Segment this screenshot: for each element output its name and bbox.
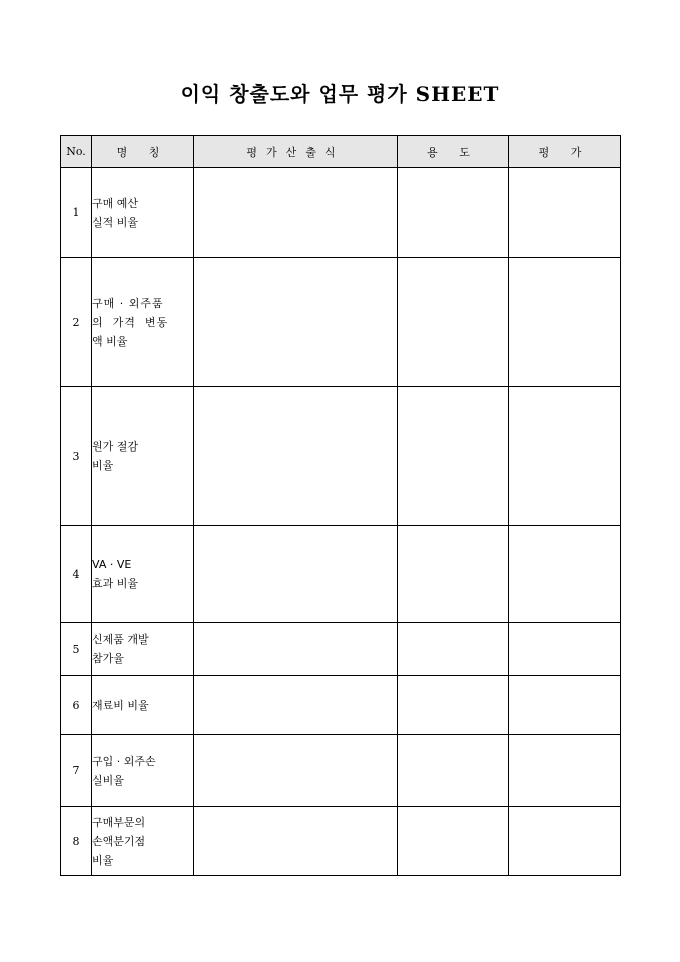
table-row xyxy=(61,623,621,676)
row-name-line: 구매 예산 xyxy=(92,196,139,210)
formula-cell[interactable] xyxy=(194,168,398,258)
formula-cell[interactable] xyxy=(194,623,398,676)
usage-cell[interactable] xyxy=(398,676,509,735)
row-number: 7 xyxy=(61,735,92,807)
formula-cell[interactable] xyxy=(194,258,398,387)
formula-cell[interactable] xyxy=(194,735,398,807)
evaluation-cell[interactable] xyxy=(509,623,621,676)
row-name-line: 구매 · 외주품 xyxy=(92,296,164,310)
header-row xyxy=(61,136,621,168)
table-row xyxy=(61,258,621,387)
evaluation-cell[interactable] xyxy=(509,258,621,387)
row-name-line: 실적 비율 xyxy=(92,215,139,229)
row-name xyxy=(92,807,194,876)
formula-cell[interactable] xyxy=(194,807,398,876)
table-row xyxy=(61,387,621,526)
evaluation-cell[interactable] xyxy=(509,807,621,876)
row-name-line: 액 비율 xyxy=(92,334,128,348)
table-row xyxy=(61,676,621,735)
row-number: 6 xyxy=(61,676,92,735)
row-name-line: 원가 절감 xyxy=(92,440,139,453)
evaluation-cell[interactable] xyxy=(509,168,621,258)
formula-cell[interactable] xyxy=(194,387,398,526)
row-name-line: 실비율 xyxy=(92,773,124,787)
row-name-line: VA · VE xyxy=(92,558,132,571)
evaluation-cell[interactable] xyxy=(509,735,621,807)
header-usage: 용 도 xyxy=(398,136,509,168)
header-evaluation: 평 가 xyxy=(509,136,621,168)
table-row xyxy=(61,735,621,807)
header-formula: 평가산출식 xyxy=(194,136,398,168)
usage-cell[interactable] xyxy=(398,387,509,526)
row-number: 1 xyxy=(61,168,92,258)
table-row xyxy=(61,807,621,876)
row-name xyxy=(92,168,194,258)
row-name-line: 구매부문의 xyxy=(92,815,146,829)
header-no: No. xyxy=(61,136,92,168)
page-title: 이익 창출도와 업무 평가 SHEET xyxy=(180,82,500,106)
row-name-line: 신제품 개발 xyxy=(92,633,149,646)
row-number: 3 xyxy=(61,387,92,526)
row-name-line: 손액분기점 xyxy=(92,834,146,848)
row-number: 2 xyxy=(61,258,92,387)
formula-cell[interactable] xyxy=(194,676,398,735)
table-row xyxy=(61,526,621,623)
row-name-line: 재료비 비율 xyxy=(92,698,149,712)
row-number: 4 xyxy=(61,526,92,623)
evaluation-cell[interactable] xyxy=(509,387,621,526)
usage-cell[interactable] xyxy=(398,168,509,258)
evaluation-table xyxy=(60,135,621,876)
row-name-line: 효과 비율 xyxy=(92,577,139,590)
row-name-line: 구입 · 외주손 xyxy=(92,754,156,768)
evaluation-cell[interactable] xyxy=(509,676,621,735)
header-name: 명 칭 xyxy=(92,136,194,168)
row-name-line: 의 가격 변동 xyxy=(92,315,169,329)
usage-cell[interactable] xyxy=(398,807,509,876)
row-name-line: 비율 xyxy=(92,853,114,867)
usage-cell[interactable] xyxy=(398,526,509,623)
row-number: 5 xyxy=(61,623,92,676)
row-name xyxy=(92,526,194,623)
table-row xyxy=(61,168,621,258)
usage-cell[interactable] xyxy=(398,623,509,676)
row-name xyxy=(92,258,194,387)
row-name xyxy=(92,387,194,526)
row-name xyxy=(92,735,194,807)
evaluation-cell[interactable] xyxy=(509,526,621,623)
row-name xyxy=(92,676,194,735)
formula-cell[interactable] xyxy=(194,526,398,623)
row-number: 8 xyxy=(61,807,92,876)
usage-cell[interactable] xyxy=(398,735,509,807)
row-name xyxy=(92,623,194,676)
row-name-line: 비율 xyxy=(92,459,114,472)
usage-cell[interactable] xyxy=(398,258,509,387)
row-name-line: 참가율 xyxy=(92,652,124,665)
